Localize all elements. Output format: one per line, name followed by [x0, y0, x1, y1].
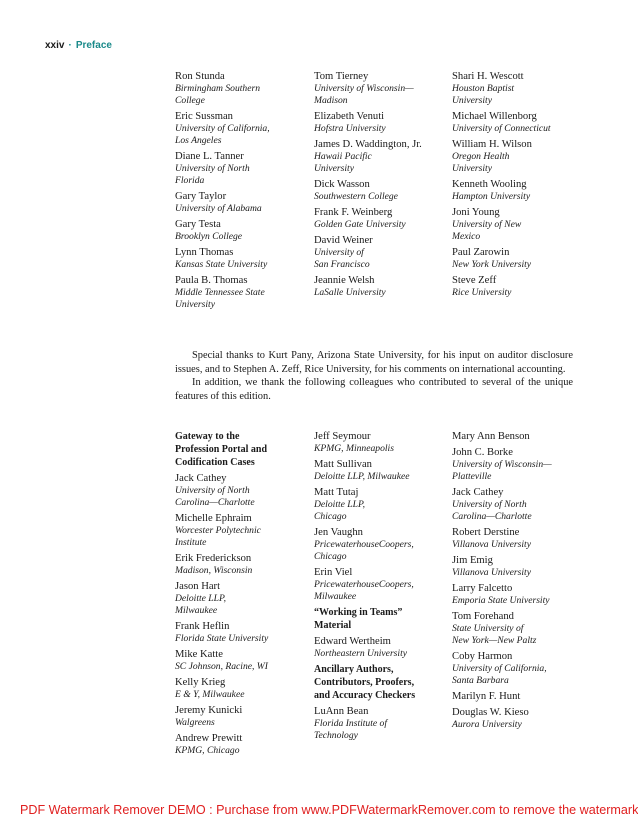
person-affiliation: University of North	[175, 485, 250, 496]
person-name: Michael Willenborg	[452, 111, 537, 122]
person-entry	[175, 620, 314, 645]
person-affiliation: San Francisco	[314, 259, 370, 270]
person-entry	[175, 512, 314, 549]
person-entry	[175, 676, 314, 701]
section-heading-line: Profession Portal and	[175, 444, 268, 455]
person-name: Ron Stunda	[175, 71, 225, 82]
person-entry	[452, 554, 582, 579]
person-name: Matt Sullivan	[314, 459, 372, 470]
thanks-paragraph-2: In addition, we thank the following colleagues who contributed to several of the unique features of this edition.	[175, 377, 573, 402]
person-affiliation: University of North	[452, 499, 527, 510]
person-name: Marilyn F. Hunt	[452, 691, 521, 702]
person-name: Diane L. Tanner	[175, 151, 244, 162]
person-entry	[314, 70, 452, 107]
person-affiliation: New York University	[452, 259, 532, 270]
person-name: Jason Hart	[175, 581, 221, 592]
person-name: Paula B. Thomas	[175, 275, 248, 286]
reviewers-list	[175, 70, 582, 314]
person-affiliation: KPMG, Chicago	[175, 745, 240, 756]
person-entry	[175, 190, 314, 215]
person-entry	[314, 206, 452, 231]
person-affiliation: Villanova University	[452, 567, 531, 578]
person-affiliation: Villanova University	[452, 539, 531, 550]
person-entry	[314, 274, 452, 299]
person-name: John C. Borke	[452, 447, 513, 458]
person-affiliation: LaSalle University	[314, 287, 386, 298]
person-affiliation: University of	[314, 247, 364, 258]
acknowledgement-text	[175, 349, 573, 403]
section-heading	[175, 430, 314, 469]
person-entry	[314, 430, 452, 455]
person-entry	[314, 486, 452, 523]
section-title: Preface	[75, 40, 112, 51]
person-entry	[452, 582, 582, 607]
person-affiliation: University of Wisconsin—	[314, 83, 414, 94]
person-name: Michelle Ephraim	[175, 513, 252, 524]
person-entry	[452, 274, 582, 299]
person-affiliation: University of Alabama	[175, 203, 262, 214]
person-entry	[175, 274, 314, 311]
person-name: Frank F. Weinberg	[314, 207, 393, 218]
person-affiliation: Birmingham Southern	[175, 83, 261, 94]
person-name: Jeremy Kunicki	[175, 705, 243, 716]
person-entry	[452, 526, 582, 551]
person-affiliation: Oregon Health	[452, 151, 510, 162]
person-name: Edward Wertheim	[314, 636, 391, 647]
person-entry	[314, 178, 452, 203]
person-name: Coby Harmon	[452, 651, 513, 662]
person-affiliation: Milwaukee	[314, 591, 357, 602]
reviewers-column-1	[175, 70, 314, 314]
person-affiliation: Northeastern University	[314, 648, 407, 659]
person-affiliation: Rice University	[452, 287, 512, 298]
person-entry	[314, 458, 452, 483]
person-entry	[175, 70, 314, 107]
person-affiliation: University	[452, 95, 492, 106]
person-entry	[452, 690, 582, 703]
section-heading-line: Ancillary Authors,	[314, 664, 394, 675]
person-entry	[314, 526, 452, 563]
person-entry	[452, 206, 582, 243]
person-name: Jack Cathey	[175, 473, 227, 484]
person-entry	[175, 648, 314, 673]
person-entry	[452, 246, 582, 271]
person-entry	[314, 566, 452, 603]
section-heading	[314, 663, 452, 702]
contributors-column-2	[314, 430, 452, 760]
person-affiliation: Deloitte LLP,	[175, 593, 226, 604]
person-name: David Weiner	[314, 235, 373, 246]
section-heading-line: and Accuracy Checkers	[314, 690, 416, 701]
person-affiliation: Houston Baptist	[452, 83, 515, 94]
person-name: Elizabeth Venuti	[314, 111, 385, 122]
person-name: Frank Heflin	[175, 621, 230, 632]
person-entry	[175, 552, 314, 577]
person-entry	[314, 635, 452, 660]
section-heading-line: “Working in Teams”	[314, 607, 403, 618]
person-name: Paul Zarowin	[452, 247, 510, 258]
contributors-column-1	[175, 430, 314, 760]
person-affiliation: University of Connecticut	[452, 123, 551, 134]
person-name: Shari H. Wescott	[452, 71, 524, 82]
person-affiliation: University of Wisconsin—	[452, 459, 552, 470]
person-name: Erik Frederickson	[175, 553, 252, 564]
person-affiliation: Mexico	[452, 231, 481, 242]
person-affiliation: Deloitte LLP,	[314, 499, 365, 510]
person-name: Mike Katte	[175, 649, 223, 660]
person-name: LuAnn Bean	[314, 706, 369, 717]
person-affiliation: Chicago	[314, 511, 347, 522]
person-affiliation: E & Y, Milwaukee	[175, 689, 245, 700]
person-name: Jeannie Welsh	[314, 275, 375, 286]
person-affiliation: Kansas State University	[175, 259, 268, 270]
person-entry	[175, 580, 314, 617]
person-affiliation: Golden Gate University	[314, 219, 406, 230]
person-affiliation: Madison	[314, 95, 348, 106]
person-name: Tom Tierney	[314, 71, 369, 82]
person-name: Kenneth Wooling	[452, 179, 527, 190]
person-entry	[175, 218, 314, 243]
person-name: Robert Derstine	[452, 527, 520, 538]
person-affiliation: PricewaterhouseCoopers,	[314, 579, 414, 590]
person-name: James D. Waddington, Jr.	[314, 139, 422, 150]
person-affiliation: PricewaterhouseCoopers,	[314, 539, 414, 550]
person-affiliation: Hawaii Pacific	[314, 151, 372, 162]
person-name: Jim Emig	[452, 555, 493, 566]
person-affiliation: University	[452, 163, 492, 174]
person-entry	[452, 178, 582, 203]
person-name: Jeff Seymour	[314, 431, 371, 442]
person-affiliation: Santa Barbara	[452, 675, 509, 686]
person-name: Matt Tutaj	[314, 487, 359, 498]
person-name: Dick Wasson	[314, 179, 370, 190]
person-affiliation: KPMG, Minneapolis	[314, 443, 394, 454]
page-number: xxiv	[45, 40, 65, 51]
person-entry	[175, 150, 314, 187]
person-affiliation: Carolina—Charlotte	[452, 511, 532, 522]
header-separator: ·	[68, 40, 72, 51]
person-affiliation: University of New	[452, 219, 522, 230]
person-entry	[452, 138, 582, 175]
person-affiliation: University of North	[175, 163, 250, 174]
person-affiliation: Southwestern College	[314, 191, 398, 202]
person-affiliation: University of California,	[175, 123, 270, 134]
thanks-paragraph-1: Special thanks to Kurt Pany, Arizona State University, for his input on auditor disclosure issues, and to Stephen A. Zeff, Rice University, for his comments on international accounting.	[175, 350, 573, 375]
person-name: Gary Taylor	[175, 191, 227, 202]
person-affiliation: Aurora University	[452, 719, 522, 730]
person-affiliation: Institute	[175, 537, 207, 548]
person-affiliation: College	[175, 95, 205, 106]
person-entry	[175, 472, 314, 509]
person-affiliation: SC Johnson, Racine, WI	[175, 661, 268, 672]
person-entry	[452, 486, 582, 523]
person-affiliation: University	[175, 299, 215, 310]
person-entry	[314, 110, 452, 135]
person-affiliation: Florida Institute of	[314, 718, 388, 729]
person-name: Larry Falcetto	[452, 583, 513, 594]
person-name: Erin Viel	[314, 567, 353, 578]
reviewers-column-3	[452, 70, 582, 314]
person-affiliation: Middle Tennessee State	[175, 287, 265, 298]
person-affiliation: Florida State University	[175, 633, 269, 644]
person-name: Gary Testa	[175, 219, 221, 230]
reviewers-column-2	[314, 70, 452, 314]
person-name: Eric Sussman	[175, 111, 233, 122]
person-name: Douglas W. Kieso	[452, 707, 529, 718]
person-name: Jack Cathey	[452, 487, 504, 498]
person-affiliation: New York—New Paltz	[452, 635, 537, 646]
person-affiliation: Madison, Wisconsin	[175, 565, 253, 576]
section-heading-line: Material	[314, 620, 352, 631]
person-entry	[452, 650, 582, 687]
person-affiliation: Los Angeles	[175, 135, 222, 146]
person-affiliation: Brooklyn College	[175, 231, 243, 242]
person-affiliation: Emporia State University	[452, 595, 550, 606]
person-entry	[452, 610, 582, 647]
person-affiliation: University of California,	[452, 663, 547, 674]
section-heading-line: Codification Cases	[175, 457, 255, 468]
person-affiliation: State University of	[452, 623, 524, 634]
person-name: Joni Young	[452, 207, 500, 218]
person-name: Andrew Prewitt	[175, 733, 243, 744]
person-affiliation: Chicago	[314, 551, 347, 562]
section-heading-line: Contributors, Proofers,	[314, 677, 415, 688]
person-entry	[175, 246, 314, 271]
person-affiliation: Florida	[175, 175, 205, 186]
watermark-banner: PDF Watermark Remover DEMO : Purchase from www.PDFWatermarkRemover.com to remove the watermark	[20, 803, 638, 817]
section-heading	[314, 606, 452, 632]
person-entry	[175, 110, 314, 147]
person-name: Kelly Krieg	[175, 677, 226, 688]
person-entry	[452, 430, 582, 443]
person-entry	[175, 704, 314, 729]
person-affiliation: Carolina—Charlotte	[175, 497, 255, 508]
person-entry	[175, 732, 314, 757]
person-entry	[452, 70, 582, 107]
section-heading-line: Gateway to the	[175, 431, 240, 442]
contributors-column-3	[452, 430, 582, 760]
person-entry	[452, 446, 582, 483]
person-affiliation: Technology	[314, 730, 358, 741]
person-entry	[314, 234, 452, 271]
person-name: Steve Zeff	[452, 275, 497, 286]
contributors-list	[175, 430, 582, 760]
person-entry	[452, 706, 582, 731]
person-affiliation: Deloitte LLP, Milwaukee	[314, 471, 410, 482]
person-affiliation: Hofstra University	[314, 123, 386, 134]
person-affiliation: University	[314, 163, 354, 174]
person-name: Jen Vaughn	[314, 527, 363, 538]
person-name: Tom Forehand	[452, 611, 514, 622]
person-affiliation: Hampton University	[452, 191, 531, 202]
person-affiliation: Worcester Polytechnic	[175, 525, 261, 536]
person-affiliation: Walgreens	[175, 717, 215, 728]
person-name: William H. Wilson	[452, 139, 532, 150]
person-affiliation: Platteville	[452, 471, 492, 482]
person-name: Lynn Thomas	[175, 247, 234, 258]
person-entry	[452, 110, 582, 135]
person-affiliation: Milwaukee	[175, 605, 218, 616]
person-entry	[314, 705, 452, 742]
person-entry	[314, 138, 452, 175]
person-name: Mary Ann Benson	[452, 431, 530, 442]
running-header	[45, 40, 112, 51]
